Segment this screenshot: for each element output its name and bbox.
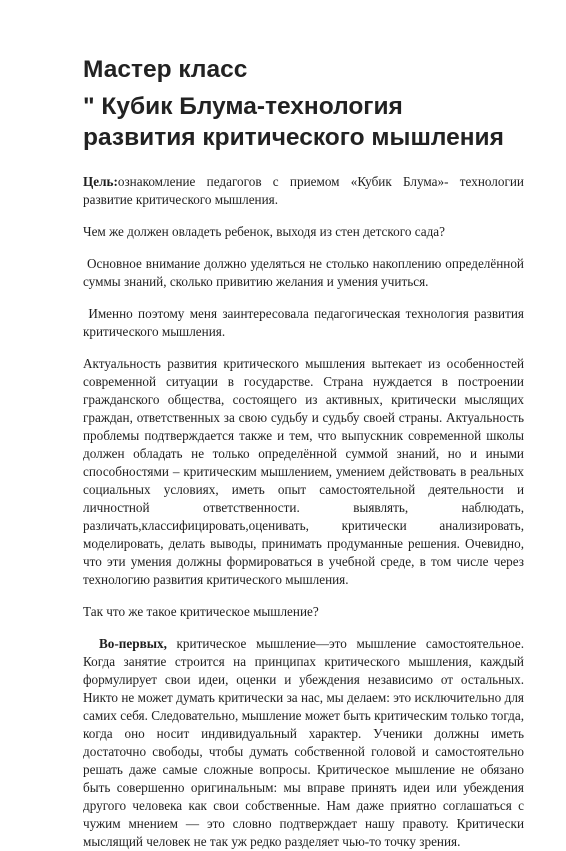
firstly-label: Во-первых,	[99, 636, 167, 651]
goal-label: Цель:	[83, 174, 118, 189]
page-title: Мастер класс	[83, 56, 248, 83]
firstly-text: критическое мышление—это мышление самостоятельное. Когда занятие строится на принципах критического мышления, каждый формулирует свои идеи, оценки и убеждения независимо от остальных. Никто не может думать критически за нас, мы делаем: это исключительно для самих себя. Следовательно, мышление может быть критическим только тогда, когда оно носит индивидуальный характер. Ученики должны иметь достаточно свободы, чтобы думать собственной головой и самостоятельно решать даже самые сложные вопросы. Критическое мышление не обязано быть совершенно оригинальным: мы вправе принять идеи или убеждения другого человека как свои собственные. Нам даже приятно соглашаться с чужим мнением — это словно подтверждает нашу правоту. Критически мыслящий человек не так уж редко разделяет чью-то точку зрения.	[83, 636, 524, 849]
question-paragraph-2: Так что же такое критическое мышление?	[83, 604, 319, 619]
relevance-paragraph: Актуальность развития критического мышления вытекает из особенностей современной ситуации в государстве. Страна нуждается в построении гражданского общества, состоящего из активных, критически мыслящих граждан, ответственных за свою судьбу и судьбу своей страны. Актуальность проблемы подтверждается также и тем, что выпускник современной школы должен обладать не только определённой суммой знаний, но и иными способностями – критическим мышлением, умением действовать в реальных социальных условиях, иметь опыт самостоятельной деятельности и личностной ответственности. выявлять, наблюдать, различать,классифицировать,оценивать, критически анализировать, моделировать, делать выводы, принимать продуманные решения. Очевидно, что эти умения должны формироваться в учебной среде, в том числе через технологию развития критического мышления.	[83, 356, 524, 587]
goal-paragraph	[83, 173, 524, 209]
question-paragraph-1: Чем же должен овладеть ребенок, выходя из стен детского сада?	[83, 224, 445, 239]
page-subtitle	[83, 91, 524, 153]
firstly-paragraph	[83, 635, 524, 851]
subtitle-line-1: " Кубик Блума-технология	[83, 93, 403, 120]
subtitle-line-2: развития критического мышления	[83, 124, 504, 151]
interest-paragraph: Именно поэтому меня заинтересовала педагогическая технология развития критического мышления.	[83, 306, 528, 339]
focus-paragraph: Основное внимание должно уделяться не столько накоплению определённой суммы знаний, сколько привитию желания и умения учиться.	[83, 256, 528, 289]
goal-text: ознакомление педагогов с приемом «Кубик Блума»- технологии развитие критического мышления.	[83, 174, 524, 207]
